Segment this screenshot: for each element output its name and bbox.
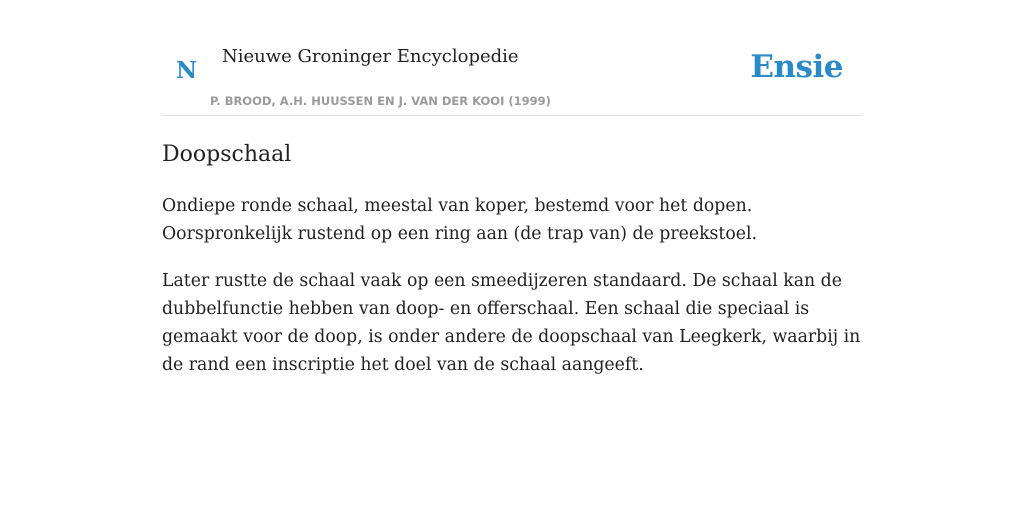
entry-paragraph: Ondiepe ronde schaal, meestal van koper, bestemd voor het dopen. Oorspronkelijk rustend op een ring aan (de trap van) de preekstoel. (162, 196, 758, 244)
ensie-logo-link[interactable]: Ensie (750, 49, 843, 85)
entry-paragraph: Later rustte de schaal vaak op een smeedijzeren standaard. De schaal kan de dubbelfunctie hebben van doop- en offerschaal. Een schaal die speciaal is gemaakt voor de doop, is onder andere de doopschaal van Leegkerk, waarbij in de rand een inscriptie het doel van de schaal aangeeft. (162, 271, 861, 375)
page (162, 0, 862, 379)
source-title-link[interactable]: Nieuwe Groninger Encyclopedie (222, 46, 519, 67)
source-authors: P. BROOD, A.H. HUUSSEN EN J. VAN DER KOOI (1999) (210, 94, 551, 108)
source-logo[interactable]: N (176, 57, 198, 84)
source-header (162, 40, 862, 116)
entry-title: Doopschaal (162, 142, 292, 167)
